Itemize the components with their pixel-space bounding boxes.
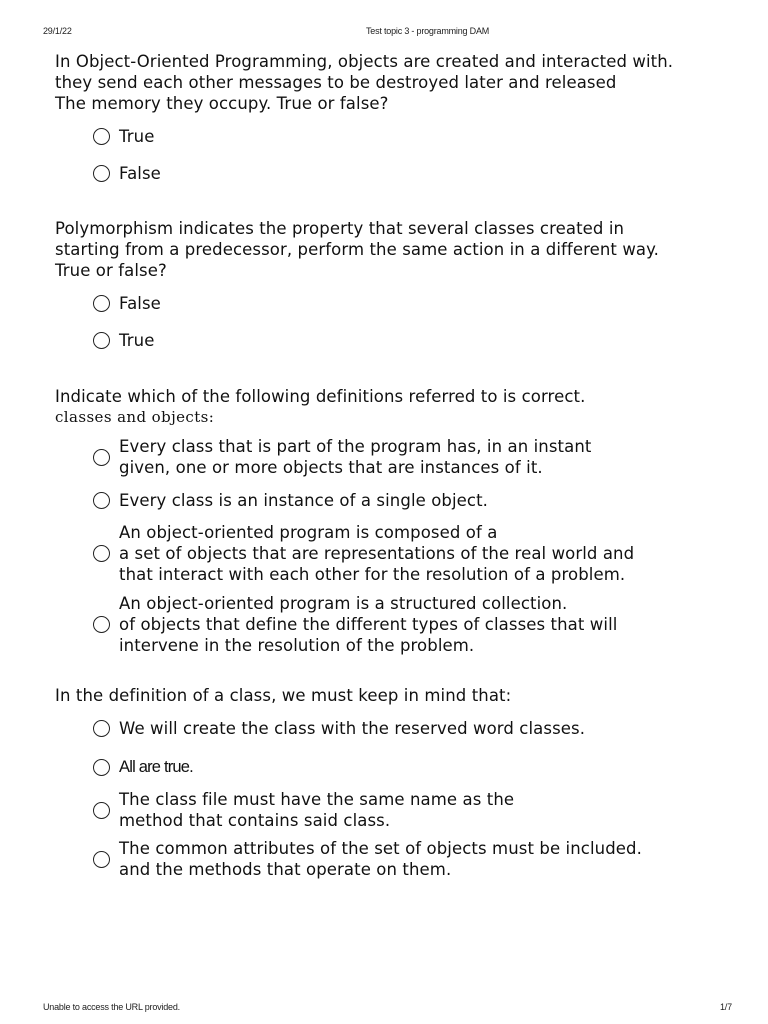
option-label: True [119, 331, 155, 350]
radio-button[interactable] [93, 295, 110, 312]
radio-button[interactable] [93, 492, 110, 509]
radio-button[interactable] [93, 616, 110, 633]
footer-note: Unable to access the URL provided. [43, 1002, 180, 1012]
option-label: False [119, 294, 161, 313]
question-3-option-3[interactable] [93, 522, 733, 585]
radio-button[interactable] [93, 128, 110, 145]
question-1-option-2[interactable] [93, 163, 733, 184]
question-4-option-2[interactable] [93, 757, 733, 778]
option-label: An object-oriented program is a structured collection. of objects that define the different types of classes that will intervene in the resolution of the problem. [119, 594, 618, 655]
option-label: False [119, 164, 161, 183]
question-3-option-1[interactable] [93, 436, 733, 478]
question-1-option-1[interactable] [93, 126, 733, 147]
radio-button[interactable] [93, 759, 110, 776]
question-3-text: Indicate which of the following definitions referred to is correct. [55, 387, 586, 406]
radio-button[interactable] [93, 165, 110, 182]
radio-button[interactable] [93, 545, 110, 562]
question-4-text: In the definition of a class, we must keep in mind that: [55, 686, 512, 705]
question-2-option-2[interactable] [93, 330, 733, 351]
question-4-option-3[interactable] [93, 789, 733, 831]
question-3-text-line-2: classes and objects: [55, 408, 215, 426]
print-date: 29/1/22 [43, 26, 72, 36]
radio-button[interactable] [93, 449, 110, 466]
option-label: Every class that is part of the program has, in an instant given, one or more objects that are instances of it. [119, 437, 592, 477]
question-4-option-4[interactable] [93, 838, 733, 880]
question-4-option-1[interactable] [93, 718, 733, 739]
radio-button[interactable] [93, 802, 110, 819]
radio-button[interactable] [93, 851, 110, 868]
option-label: True [119, 127, 155, 146]
question-2-option-1[interactable] [93, 293, 733, 314]
question-1-text: In Object-Oriented Programming, objects are created and interacted with. they send each other messages to be destroyed later and released The memory they occupy. True or false? [55, 52, 674, 113]
option-label: All are true. [119, 758, 193, 776]
radio-button[interactable] [93, 720, 110, 737]
question-3-option-4[interactable] [93, 593, 733, 656]
question-3-option-2[interactable] [93, 490, 733, 511]
document-title: Test topic 3 - programming DAM [366, 26, 490, 36]
question-2-text: Polymorphism indicates the property that several classes created in starting from a predecessor, perform the same action in a different way. True or false? [55, 219, 659, 280]
option-label: The common attributes of the set of objects must be included. and the methods that operate on them. [119, 839, 642, 879]
option-label: The class file must have the same name as the method that contains said class. [119, 790, 515, 830]
option-label: Every class is an instance of a single object. [119, 491, 489, 510]
option-label: An object-oriented program is composed of a a set of objects that are representations of the real world and that interact with each other for the resolution of a problem. [119, 523, 635, 584]
page-number: 1/7 [720, 1002, 732, 1012]
radio-button[interactable] [93, 332, 110, 349]
option-label: We will create the class with the reserved word classes. [119, 719, 586, 738]
question-3 [55, 386, 745, 428]
